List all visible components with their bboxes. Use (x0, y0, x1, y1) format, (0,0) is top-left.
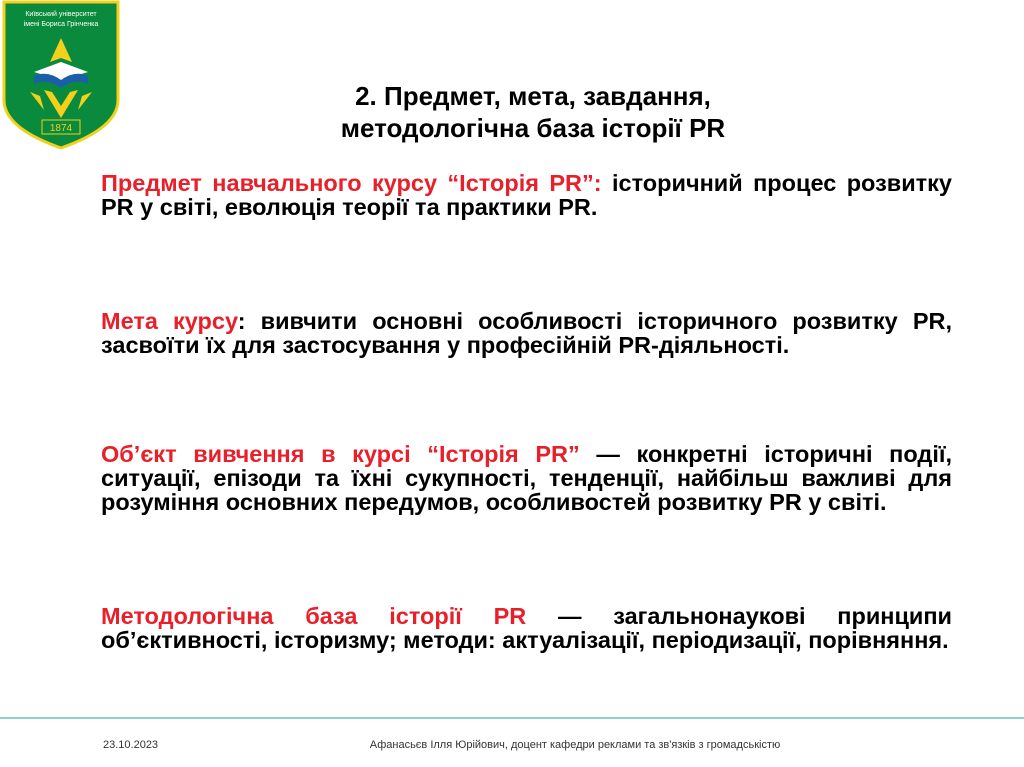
crest-text-line1: Київський університет (25, 11, 97, 18)
paragraph-body: — конкретні історичні події, ситуації, епізоди та їхні сукупності, тенденції, найбільш важливі для розуміння основних передумов, особливостей розвитку PR у світі. (101, 441, 952, 515)
footer-author: Афанасьєв Ілля Юрійович, доцент кафедри реклами та зв'язків з громадськістю (369, 739, 781, 751)
paragraph-lead: Методологічна база історії PR (101, 603, 527, 629)
paragraph-body: історичний процес розвитку PR у світі, еволюція теорії та практики PR. (101, 170, 953, 220)
paragraph-subject (101, 171, 952, 219)
paragraph-goal (101, 309, 952, 357)
paragraph-body: — загальнонаукові принципи об’єктивності, історизму; методи: актуалізації, періодизації, порівняння. (101, 603, 952, 653)
paragraph-object (101, 442, 952, 514)
footer-divider (0, 717, 1024, 719)
paragraph-methodology (101, 604, 952, 652)
paragraph-lead: Мета курсу (101, 308, 238, 334)
slide-title (230, 80, 836, 144)
university-crest-logo (0, 0, 122, 150)
title-line-2: методологічна база історії PR (340, 113, 726, 143)
crest-text-line2: імені Бориса Грінченка (23, 21, 99, 28)
paragraph-body: : вивчити основні особливості історичного розвитку PR, засвоїти їх для застосування у професійній PR-діяльності. (101, 308, 952, 358)
crest-year: 1874 (49, 123, 73, 134)
footer-date: 23.10.2023 (103, 739, 159, 751)
title-line-1: 2. Предмет, мета, завдання, (355, 81, 711, 111)
paragraph-lead: Об’єкт вивчення в курсі “Історія PR” (101, 441, 580, 467)
paragraph-lead: Предмет навчального курсу “Історія PR”: (101, 170, 602, 196)
